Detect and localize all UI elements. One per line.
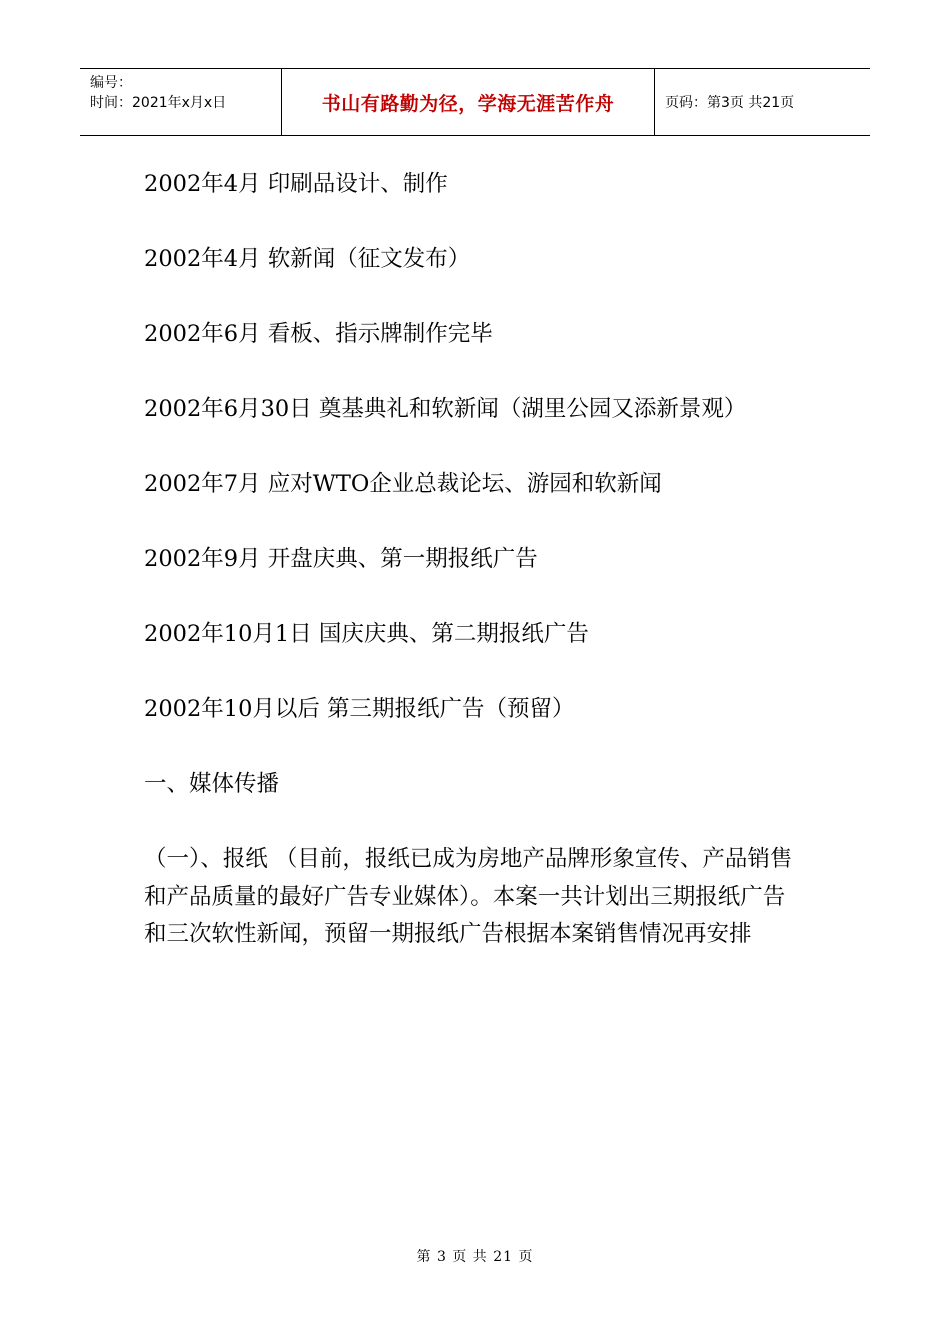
schedule-item-wto-forum: 2002年7月 应对WTO企业总裁论坛、游园和软新闻 [144,471,662,497]
schedule-item-opening: 2002年9月 开盘庆典、第一期报纸广告 [144,546,538,572]
section-heading-media: 一、媒体传播 [144,771,280,797]
header-motto: 书山有路勤为径，学海无涯苦作舟 [281,69,655,135]
schedule-item-print: 2002年4月 印刷品设计、制作 [144,171,448,197]
schedule-item-groundbreaking: 2002年6月30日 奠基典礼和软新闻（湖里公园又添新景观） [144,396,747,422]
schedule-item-soft-news: 2002年4月 软新闻（征文发布） [144,246,471,272]
number-label: 编号： [90,75,132,91]
document-body [144,166,804,991]
subsection-newspaper: （一）、报纸 （目前，报纸已成为房地产品牌形象宣传、产品销售和产品质量的最好广告专业媒体）。本案一共计划出三期报纸广告和三次软性新闻，预留一期报纸广告根据本案销售情况再安排 [144,846,793,947]
page-header [80,68,870,136]
schedule-item-reserved: 2002年10月以后 第三期报纸广告（预留） [144,696,575,722]
header-page-info: 页码：第3页 共21页 [665,95,795,111]
schedule-item-national-day: 2002年10月1日 国庆庆典、第二期报纸广告 [144,621,589,647]
header-meta [80,69,281,135]
page-footer: 第 3 页 共 21 页 [416,1249,534,1265]
schedule-item-signage: 2002年6月 看板、指示牌制作完毕 [144,321,493,347]
time-label: 时间：2021年x月x日 [90,95,227,111]
